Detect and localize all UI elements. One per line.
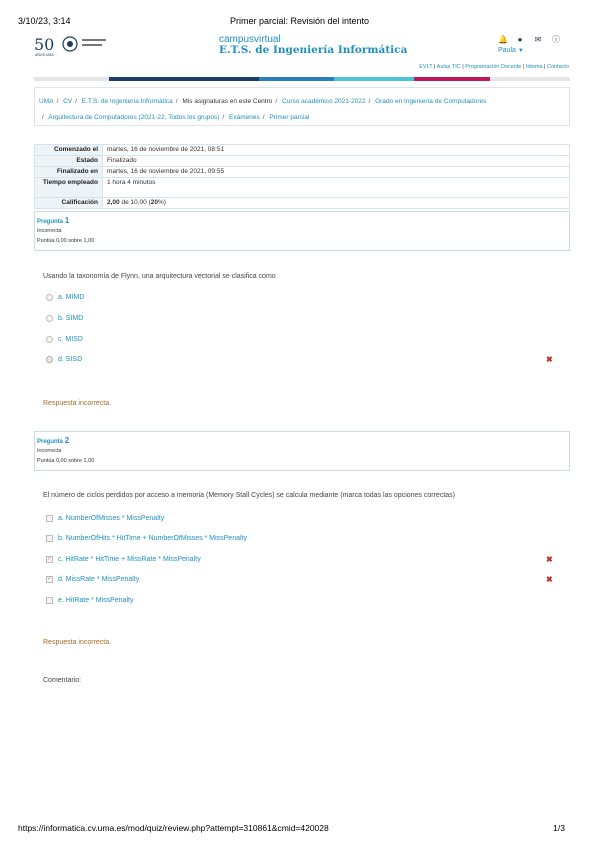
question-text: El número de ciclos perdidos por acceso a memoria (Memory Stall Cycles) se calcula mediante (marca todas las opciones correctas): [43, 492, 455, 499]
state-value: Finalizado: [103, 156, 570, 167]
grade-of: de 10,00 (: [119, 199, 151, 206]
grade-label: Calificación: [35, 198, 103, 209]
nav-evlt[interactable]: EVLT: [419, 64, 433, 70]
nav-idioma[interactable]: Idioma: [525, 64, 543, 70]
site-subtitle[interactable]: E.T.S. de Ingeniería Informática: [219, 44, 408, 56]
print-page-number: 1/3: [553, 823, 565, 833]
nav-programacion[interactable]: Programación Docente: [465, 64, 522, 70]
breadcrumb-examenes[interactable]: Exámenes: [229, 114, 260, 121]
question-info-box: [34, 431, 570, 471]
answer-option[interactable]: [46, 535, 247, 542]
option-label: d. MissRate * MissPenalty: [58, 576, 140, 583]
started-label: Comenzado el: [35, 145, 103, 156]
grade-percent: 20: [150, 199, 158, 206]
state-label: Estado: [35, 156, 103, 167]
print-url: https://informatica.cv.uma.es/mod/quiz/review.php?attempt=310861&cmid=420028: [18, 823, 329, 833]
table-row: [35, 178, 570, 198]
checkbox[interactable]: [46, 515, 53, 522]
incorrect-icon: ✖: [546, 575, 553, 584]
question-text: Usando la taxonomía de Flynn, una arquitectura vectorial se clasifica como: [43, 273, 276, 280]
breadcrumb-line: / Arquitectura de Computadores (2021-22, Todos los grupos) / Exámenes / Primer parcial: [42, 114, 310, 121]
answer-option[interactable]: [46, 336, 83, 343]
radio-button-selected[interactable]: [46, 356, 53, 363]
color-bar-segment: [184, 77, 259, 81]
chat-icon[interactable]: ●: [517, 35, 523, 44]
answer-option[interactable]: [46, 576, 139, 583]
feedback-text: Respuesta incorrecta.: [43, 639, 112, 646]
answer-option[interactable]: [46, 515, 164, 522]
color-bar-segment: [414, 77, 490, 81]
checkbox[interactable]: [46, 597, 53, 604]
site-name[interactable]: campusvirtual: [219, 34, 281, 45]
breadcrumb-line: UMA / CV / E.T.S. de Ingeniería Informática / Mis asignaturas en este Centro / Curso académico 2021-2022 / Grado en Ingeniería de Computadores: [39, 98, 487, 105]
answer-option[interactable]: [46, 315, 83, 322]
answer-option[interactable]: [46, 294, 84, 301]
answer-option[interactable]: [46, 556, 201, 563]
option-label: b. NumberOfHits * HitTime + NumberOfMisses * MissPenalty: [58, 535, 247, 542]
option-label: d. SISD: [58, 356, 83, 363]
breadcrumb: [34, 87, 570, 126]
table-row: [35, 156, 570, 167]
question-number: Pregunta 2: [37, 436, 70, 445]
finished-value: martes, 16 de noviembre de 2021, 09:55: [103, 167, 570, 178]
question-info-box: [34, 211, 570, 251]
time-label: Tiempo empleado: [35, 178, 103, 198]
header-icons: [498, 34, 568, 46]
user-menu[interactable]: [498, 47, 524, 54]
incorrect-icon: ✖: [546, 355, 553, 364]
breadcrumb-etsi[interactable]: E.T.S. de Ingeniería Informática: [81, 98, 173, 105]
logo-number: 50: [34, 35, 55, 54]
question-grade: Puntúa 0,00 sobre 1,00: [37, 238, 95, 244]
radio-button[interactable]: [46, 336, 53, 343]
grade-value: [103, 198, 570, 209]
nav-contacto[interactable]: Contacto: [546, 64, 569, 70]
checkbox-checked[interactable]: ✓: [47, 556, 53, 562]
user-name: Paula: [498, 47, 516, 54]
checkbox-checked[interactable]: ✓: [47, 576, 53, 582]
logo-caption: AÑOS UMA: [35, 53, 54, 57]
radio-button[interactable]: [46, 294, 53, 301]
header-color-bar: [34, 77, 570, 81]
uma-50-logo[interactable]: [34, 34, 124, 58]
incorrect-icon: ✖: [546, 555, 553, 564]
breadcrumb-uma[interactable]: UMA: [39, 98, 54, 105]
info-icon[interactable]: ⓘ: [552, 35, 560, 44]
breadcrumb-cv[interactable]: CV: [63, 98, 73, 105]
table-row: [35, 198, 570, 209]
attempt-summary-table: [34, 144, 570, 209]
table-row: [35, 167, 570, 178]
option-label: a. NumberOfMisses * MissPenalty: [58, 515, 165, 522]
print-date: 3/10/23, 3:14: [18, 16, 71, 26]
feedback-text: Respuesta incorrecta.: [43, 400, 112, 407]
color-bar-segment: [259, 77, 334, 81]
question-state: Incorrecta: [37, 448, 62, 454]
bell-icon[interactable]: 🔔: [498, 35, 508, 44]
color-bar-segment: [490, 77, 570, 81]
comment-label: Comentario:: [43, 677, 82, 684]
option-label: e. HitRate * MissPenalty: [58, 597, 134, 604]
color-bar-segment: [334, 77, 414, 81]
breadcrumb-mis-asignaturas: Mis asignaturas en este Centro: [182, 98, 273, 105]
answer-option[interactable]: [46, 597, 133, 604]
option-label: a. MIMD: [58, 294, 85, 301]
checkbox[interactable]: [46, 535, 53, 542]
question-number: Pregunta 1: [37, 216, 70, 225]
grade-end: %): [157, 199, 166, 206]
started-value: martes, 16 de noviembre de 2021, 08:51: [103, 145, 570, 156]
top-nav: EVLT | Aulas TIC | Programación Docente | Idioma | Contacto: [419, 64, 569, 70]
answer-option[interactable]: [46, 356, 82, 363]
print-title: Primer parcial: Revisión del intento: [229, 16, 370, 26]
option-label: c. MISD: [58, 336, 83, 343]
breadcrumb-asignatura[interactable]: Arquitectura de Computadores (2021-22, Todos los grupos): [48, 114, 220, 121]
color-bar-segment: [34, 77, 109, 81]
breadcrumb-grado[interactable]: Grado en Ingeniería de Computadores: [375, 98, 487, 105]
time-value: 1 hora 4 minutos: [103, 178, 570, 198]
mail-icon[interactable]: ✉: [534, 35, 542, 44]
breadcrumb-curso[interactable]: Curso académico 2021-2022: [282, 98, 366, 105]
breadcrumb-primer-parcial[interactable]: Primer parcial: [269, 114, 310, 121]
question-state: Incorrecta: [37, 228, 62, 234]
grade-score: 2,00: [107, 199, 120, 206]
radio-button[interactable]: [46, 315, 53, 322]
nav-aulas-tic[interactable]: Aulas TIC: [436, 64, 461, 70]
chevron-down-icon: ▼: [517, 48, 524, 54]
finished-label: Finalizado en: [35, 167, 103, 178]
color-bar-segment: [109, 77, 184, 81]
table-row: [35, 145, 570, 156]
option-label: b. SIMD: [58, 315, 84, 322]
question-grade: Puntúa 0,00 sobre 1,00: [37, 458, 95, 464]
option-label: c. HitRate * HitTime + MissRate * MissPenalty: [58, 556, 201, 563]
